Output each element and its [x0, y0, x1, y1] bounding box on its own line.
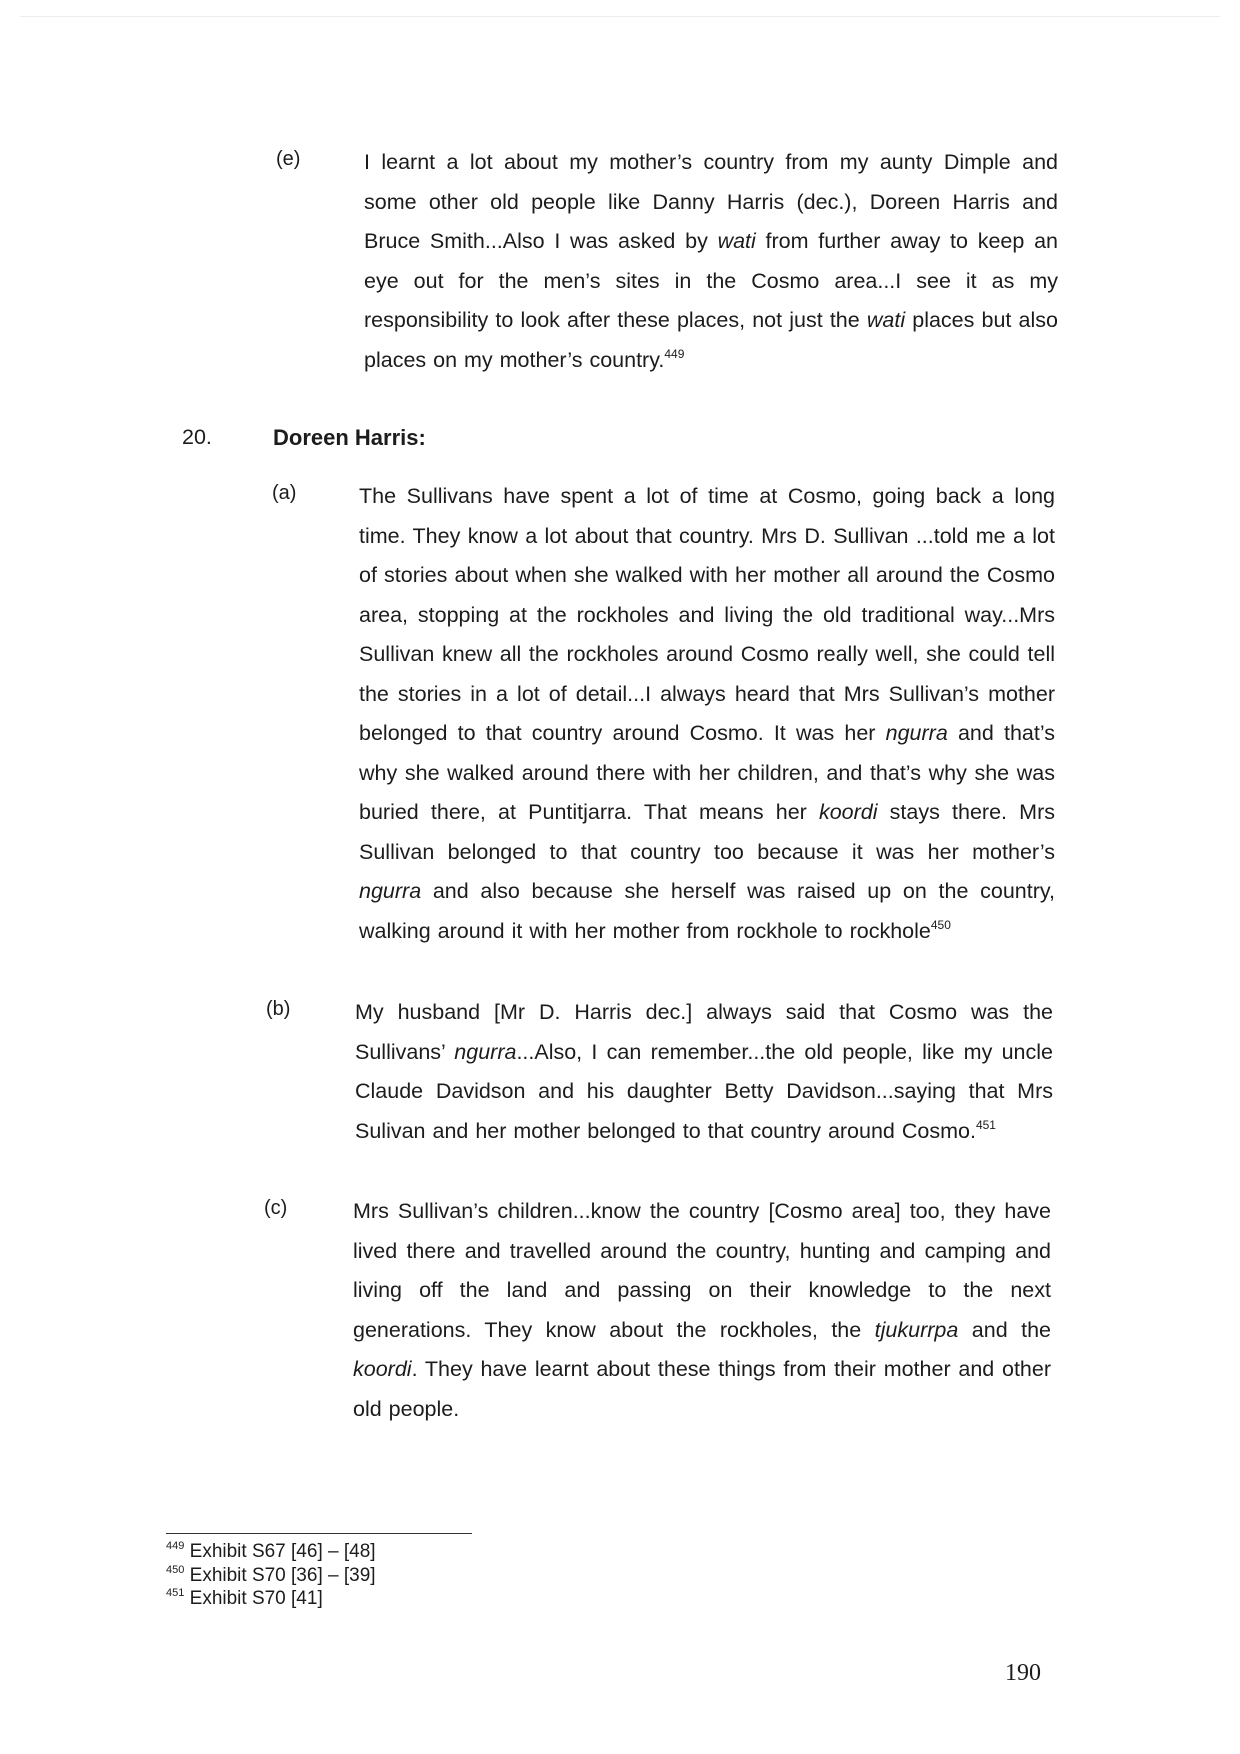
- para-c-text: Mrs Sullivan’s children...know the country [Cosmo area] too, they have lived there and travelled around the country, hunting and camping and living off the land and passing on their knowledge to the next generations. They know about the rockholes, the tjukurrpa and the koordi. They have learnt about these things from their mother and other old people.: [353, 1199, 1051, 1421]
- footnotes: [166, 1540, 376, 1611]
- footnote-449: $^{449}$ Exhibit S67 [46] – [48]: [166, 1540, 376, 1562]
- para-e-label: (e): [276, 148, 301, 170]
- para-e-text: I learnt a lot about my mother’s country from my aunty Dimple and some other old people like Danny Harris (dec.), Doreen Harris and Bruce Smith...Also I was asked by wati from further away to keep an eye out for the men’s sites in the Cosmo area...I see it as my responsibility to look after these places, not just the wati places but also places on my mother’s country.$^{449}$: [364, 150, 1058, 372]
- section-heading: Doreen Harris:: [273, 425, 426, 450]
- para-b-text: My husband [Mr D. Harris dec.] always said that Cosmo was the Sullivans’ ngurra...Also, I can remember...the old people, like my uncle Claude Davidson and his daughter Betty Davidson...saying that Mrs Sulivan and her mother belonged to that country around Cosmo.$^{451}$: [355, 1000, 1053, 1143]
- para-b-label: (b): [266, 998, 291, 1020]
- footnote-ref-449[interactable]: 449: [664, 346, 685, 361]
- para-a-text: The Sullivans have spent a lot of time at Cosmo, going back a long time. They know a lot about that country. Mrs D. Sullivan ...told me a lot of stories about when she walked with her mother all around the Cosmo area, stopping at the rockholes and living the old traditional way...Mrs Sullivan knew all the rockholes around Cosmo really well, she could tell the stories in a lot of detail...I always heard that Mrs Sullivan’s mother belonged to that country around Cosmo. It was her ngurra and that’s why she walked around there with her children, and that’s why she was buried there, at Puntitjarra. That means her koordi stays there. Mrs Sullivan belonged to that country too because it was her mother’s ngurra and also because she herself was raised up on the country, walking around it with her mother from rockhole to rockhole$^{450}$: [359, 484, 1056, 943]
- para-a-label: (a): [272, 482, 297, 504]
- footnote-451: $^{451}$ Exhibit S70 [41]: [166, 1587, 323, 1609]
- scan-edge: [20, 16, 1220, 17]
- page-number: 190: [1005, 1660, 1041, 1686]
- section-number: 20.: [182, 425, 212, 449]
- footnote-separator: [166, 1533, 472, 1534]
- footnote-ref-450[interactable]: 450: [930, 917, 951, 932]
- para-c-label: (c): [264, 1197, 288, 1219]
- footnote-ref-451[interactable]: 451: [975, 1117, 996, 1132]
- footnote-450: $^{450}$ Exhibit S70 [36] – [39]: [166, 1563, 376, 1586]
